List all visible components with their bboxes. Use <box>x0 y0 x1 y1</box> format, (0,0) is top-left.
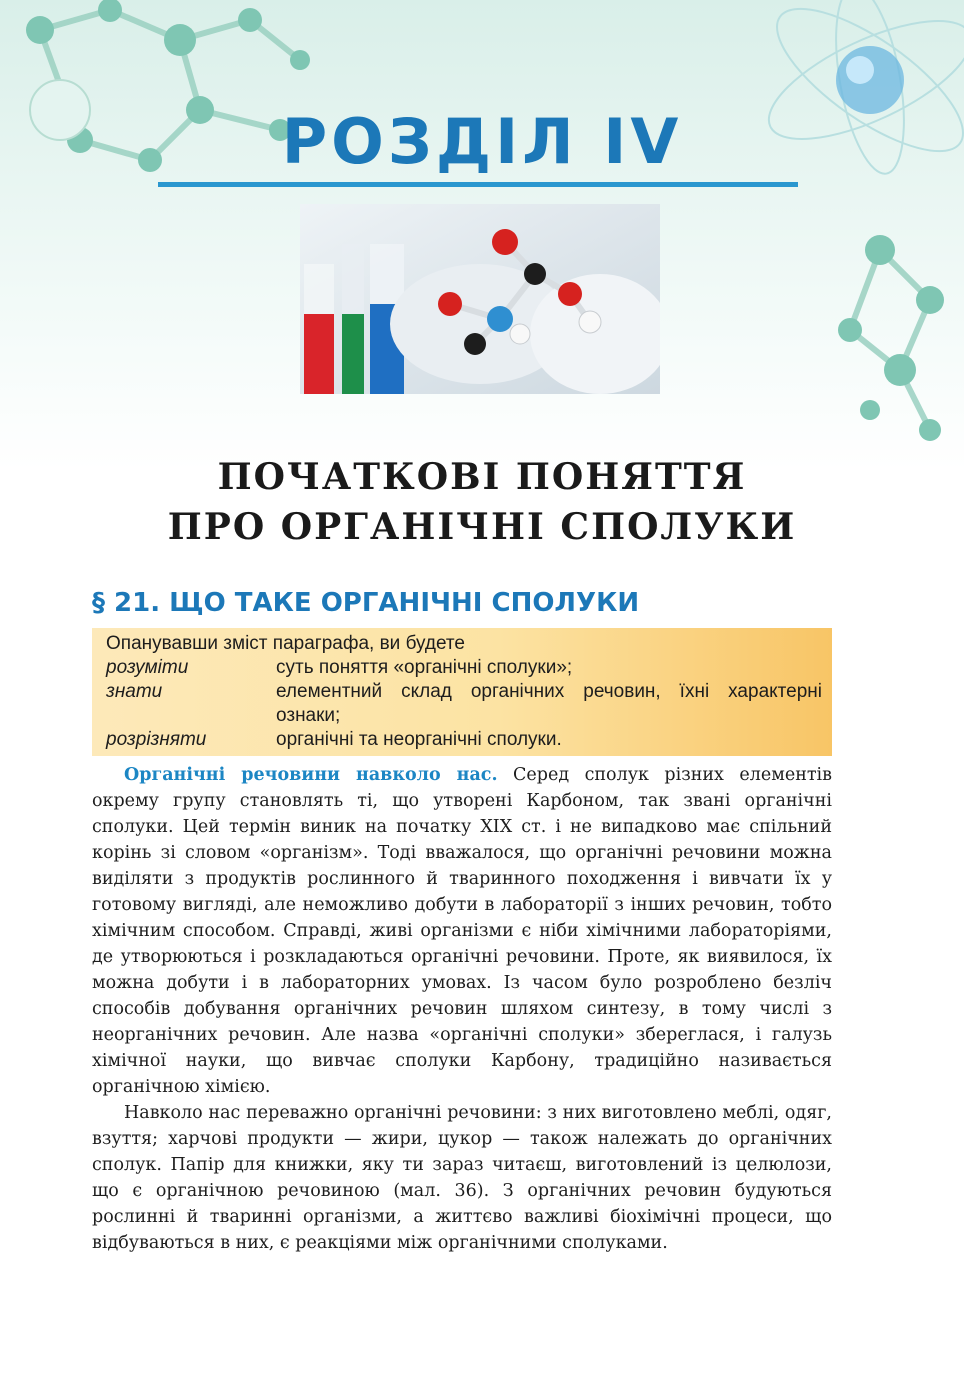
paragraph-text: Серед сполук різних елементів окрему групу становлять ті, що утворені Карбоном, так звані органічні сполуки. Цей термін виник на початку XIX ст. і не випадково має спільний корінь зі словом «організм». Тоді вважалося, що органічні речовини можна виділяти з продуктів рослинного й тваринного походження і вивчати їх у готовому вигляді, але неможливо добути в лабораторії з інших речовин, тобто хімічним способом. Справді, живі організми є ніби хімічними лабораторіями, де утворюються і розкладаються органічні речовини. Проте, як виявилося, їх можна добути і в лабораторних умовах. Із часом було розроблено безліч способів добування органічних речовин шляхом синтезу, в тому числі з неорганічних речовин. Але назва «органічні сполуки» збереглася, і галузь хімічної науки, що вивчає сполуки Карбону, традиційно називається органічною хімією. <box>92 765 832 1097</box>
paragraph-lead: Органічні речовини навколо нас. <box>124 765 498 785</box>
chapter-divider <box>158 182 798 187</box>
goal-row <box>106 680 822 728</box>
chapter-title: РОЗДІЛ IV <box>281 105 683 178</box>
goal-row <box>106 656 822 680</box>
goal-verb: знати <box>106 681 163 702</box>
goal-verb: розуміти <box>106 657 189 678</box>
learning-goals-box <box>92 628 832 756</box>
part-title-line2: ПРО ОРГАНІЧНІ СПОЛУКИ <box>167 506 797 548</box>
goal-text: суть поняття «органічні сполуки»; <box>276 657 573 678</box>
goals-intro: Опанувавши зміст параграфа, ви будете <box>106 633 465 654</box>
part-title <box>0 452 964 552</box>
paragraph <box>92 762 832 1100</box>
molecule-model-photo <box>300 204 660 394</box>
part-title-line1: ПОЧАТКОВІ ПОНЯТТЯ <box>217 456 747 498</box>
section-title: § 21. ЩО ТАКЕ ОРГАНІЧНІ СПОЛУКИ <box>92 588 640 618</box>
paragraph: Навколо нас переважно органічні речовини: з них виготовлено меблі, одяг, взуття; харчові продукти — жири, цукор — також належать до органічних сполук. Папір для книжки, яку ти зараз читаєш, виготовлений із целюлози, що є органічною речовиною (мал. 36). З органічних речовин будуються рослинні й тваринні організми, а життєво важливі біохімічні процеси, що відбуваються в них, є реакціями між органічними сполуками. <box>92 1103 832 1253</box>
goal-text: органічні та неорганічні сполуки. <box>276 729 562 750</box>
goal-row <box>106 728 822 752</box>
goal-verb: розрізняти <box>106 729 207 750</box>
body-text <box>92 762 832 1256</box>
goal-text: елементний склад органічних речовин, їхні характерні ознаки; <box>276 681 822 726</box>
